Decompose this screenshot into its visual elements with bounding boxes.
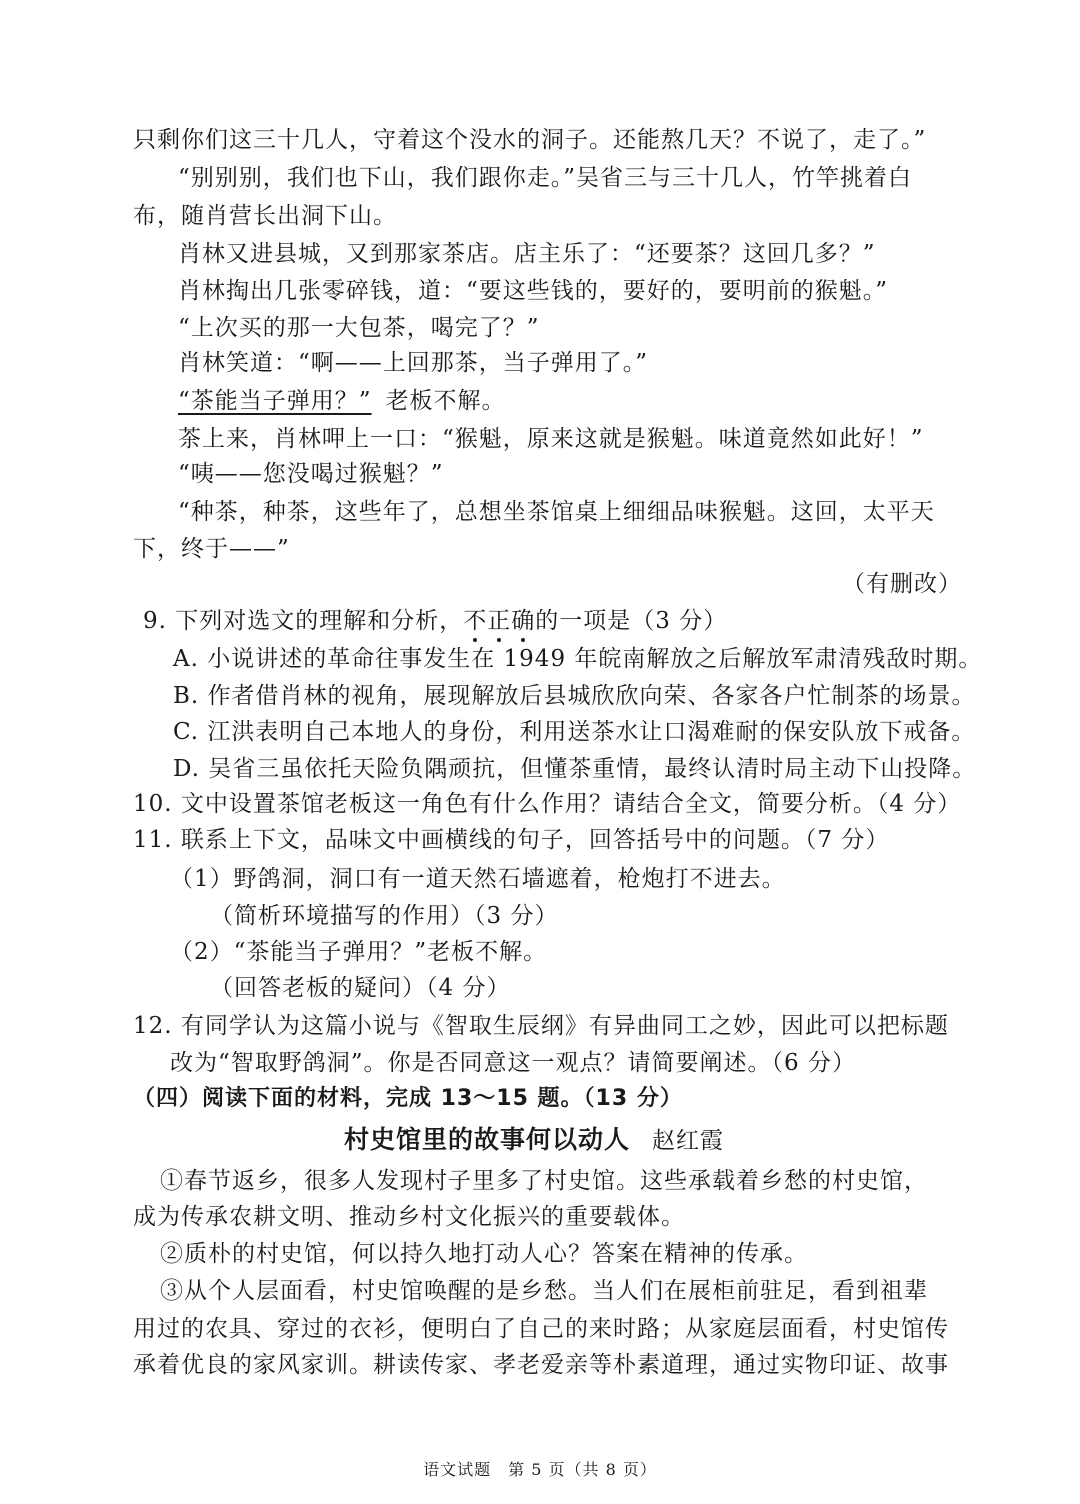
underlined-sentence: “茶能当子弹用？” xyxy=(178,388,372,414)
question-11-sub-1: （1）野鸽洞，洞口有一道天然石墙遮着，枪炮打不进去。 xyxy=(170,866,786,892)
article-title xyxy=(344,1123,724,1158)
story-line: “种茶，种茶，这些年了，总想坐茶馆桌上细细品味猴魁。这回，太平天 xyxy=(178,499,935,525)
article-paragraph: ①春节返乡，很多人发现村子里多了村史馆。这些承载着乡愁的村史馆， xyxy=(160,1168,928,1194)
question-number: 11. xyxy=(133,827,173,853)
story-line: 只剩你们这三十几人，守着这个没水的洞子。还能熬几天？不说了，走了。” xyxy=(133,127,927,153)
question-11-sub-2-hint: （回答老板的疑问）（4 分） xyxy=(210,975,511,1001)
question-11 xyxy=(133,825,889,855)
option-c: C. 江洪表明自己本地人的身份，利用送茶水让口渴难耐的保安队放下戒备。 xyxy=(173,719,976,745)
question-11-sub-2: （2）“茶能当子弹用？”老板不解。 xyxy=(170,939,548,965)
story-line: 肖林又进县城，又到那家茶店。店主乐了：“还要茶？这回几多？” xyxy=(178,241,876,267)
emphasis-char: 不 xyxy=(463,608,488,634)
question-number: 12. xyxy=(133,1013,173,1039)
question-text: 的一项是（3 分） xyxy=(535,608,728,634)
section-heading: （四）阅读下面的材料，完成 13～15 题。（13 分） xyxy=(133,1086,683,1111)
question-text: 文中设置茶馆老板这一角色有什么作用？请结合全文，简要分析。（4 分） xyxy=(180,791,962,817)
question-text: 下列对选文的理解和分析， xyxy=(175,608,464,634)
revision-note: （有删改） xyxy=(842,571,962,597)
story-line-underlined xyxy=(178,386,506,416)
story-line: 肖林笑道：“啊——上回那茶，当子弹用了。” xyxy=(178,350,649,376)
emphasis-dotted xyxy=(463,608,535,634)
question-9 xyxy=(143,606,727,636)
article-paragraph: ②质朴的村史馆，何以持久地打动人心？答案在精神的传承。 xyxy=(160,1241,808,1267)
story-line: 布，随肖营长出洞下山。 xyxy=(133,203,397,229)
story-line: “别别别，我们也下山，我们跟你走。”吴省三与三十几人，竹竿挑着白 xyxy=(178,165,913,191)
article-paragraph: ③从个人层面看，村史馆唤醒的是乡愁。当人们在展柜前驻足，看到祖辈 xyxy=(160,1278,928,1304)
option-b: B. 作者借肖林的视角，展现解放后县城欣欣向荣、各家各户忙制茶的场景。 xyxy=(173,683,976,709)
story-line: “咦——您没喝过猴魁？” xyxy=(178,461,444,487)
story-line: “上次买的那一大包茶，喝完了？” xyxy=(178,315,540,341)
emphasis-char: 正 xyxy=(487,608,512,634)
question-12-continued: 改为“智取野鸽洞”。你是否同意这一观点？请简要阐述。（6 分） xyxy=(170,1050,856,1076)
question-number: 10. xyxy=(133,791,173,817)
question-10 xyxy=(133,789,961,819)
page-footer: 语文试题 第 5 页（共 8 页） xyxy=(423,1460,657,1479)
article-paragraph: 成为传承农耕文明、推动乡村文化振兴的重要载体。 xyxy=(133,1204,685,1230)
article-paragraph: 用过的农具、穿过的衣衫，便明白了自己的来时路；从家庭层面看，村史馆传 xyxy=(133,1316,949,1342)
question-text: 有同学认为这篇小说与《智取生辰纲》有异曲同工之妙，因此可以把标题 xyxy=(180,1013,949,1039)
article-author: 赵红霞 xyxy=(652,1128,725,1154)
question-12 xyxy=(133,1011,949,1041)
story-line: 下，终于——” xyxy=(133,536,290,562)
story-line: 茶上来，肖林呷上一口：“猴魁，原来这就是猴魁。味道竟然如此好！” xyxy=(178,426,924,452)
article-title-text: 村史馆里的故事何以动人 xyxy=(344,1125,631,1154)
article-paragraph: 承着优良的家风家训。耕读传家、孝老爱亲等朴素道理，通过实物印证、故事 xyxy=(133,1352,949,1378)
question-number: 9. xyxy=(143,608,167,634)
question-11-sub-1-hint: （简析环境描写的作用）（3 分） xyxy=(210,903,559,929)
option-a: A. 小说讲述的革命往事发生在 1949 年皖南解放之后解放军肃清残敌时期。 xyxy=(173,646,983,672)
option-d: D. 吴省三虽依托天险负隅顽抗，但懂茶重情，最终认清时局主动下山投降。 xyxy=(173,756,977,782)
emphasis-char: 确 xyxy=(511,608,536,634)
story-line: 肖林掏出几张零碎钱，道：“要这些钱的，要好的，要明前的猴魁。” xyxy=(178,278,889,304)
question-text: 联系上下文，品味文中画横线的句子，回答括号中的问题。（7 分） xyxy=(180,827,890,853)
story-line-tail: 老板不解。 xyxy=(385,388,506,414)
